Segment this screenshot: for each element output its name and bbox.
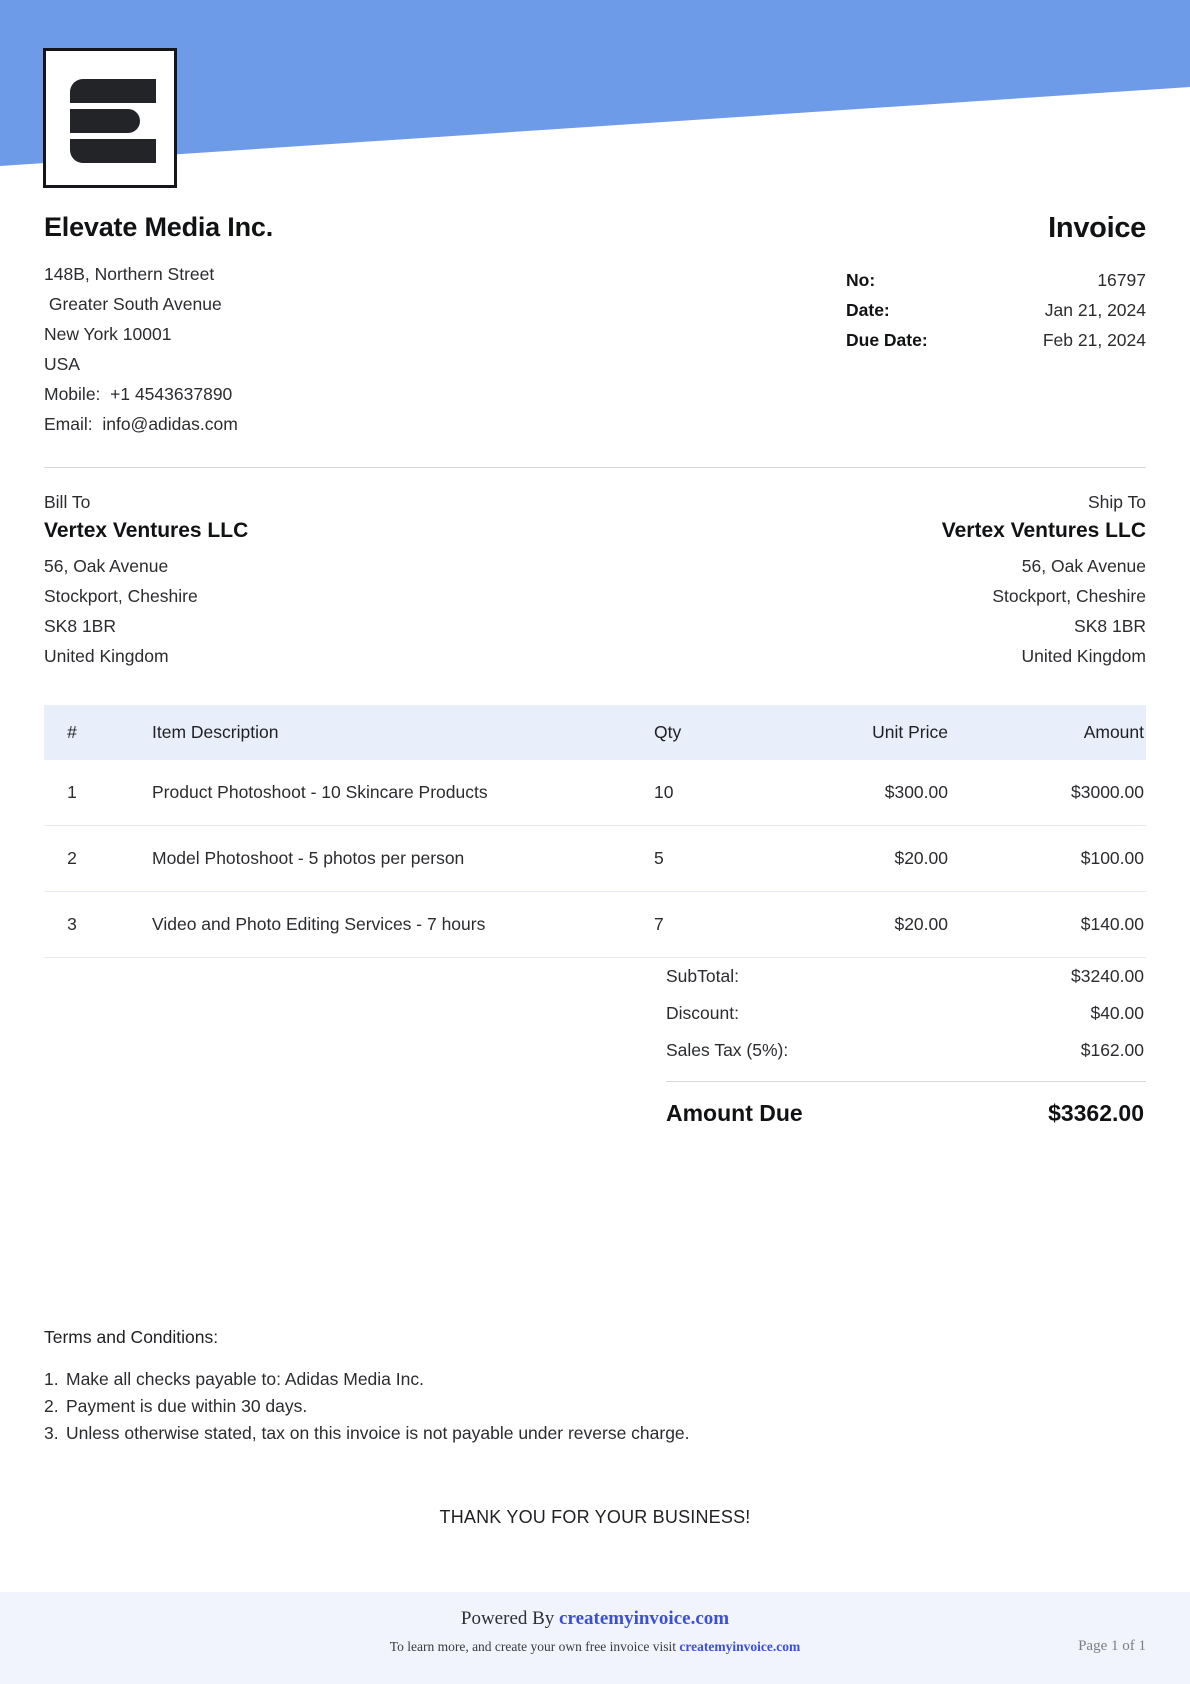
bill-to-block (44, 492, 248, 671)
ship-to-line: United Kingdom (1021, 646, 1146, 666)
invoice-due-date-value: Feb 21, 2024 (1042, 330, 1146, 350)
company-name: Elevate Media Inc. (44, 212, 273, 242)
table-row (44, 892, 1146, 958)
bill-to-line: Stockport, Cheshire (44, 586, 198, 606)
learn-more-line (0, 1639, 1190, 1655)
company-address-line: Greater South Avenue (44, 294, 222, 314)
row-description: Video and Photo Editing Services - 7 hours (100, 892, 646, 958)
row-number: 1 (44, 760, 100, 826)
terms-title: Terms and Conditions: (44, 1327, 219, 1347)
row-unit-price: $20.00 (796, 826, 966, 892)
ship-to-line: 56, Oak Avenue (1021, 556, 1146, 576)
column-header-qty: Qty (646, 705, 796, 760)
invoice-date-row (846, 295, 1146, 325)
ship-to-line: SK8 1BR (1074, 616, 1146, 636)
subtotal-row (666, 958, 1146, 995)
row-qty: 5 (646, 826, 796, 892)
powered-by-line (0, 1608, 1190, 1630)
invoice-due-date-label: Due Date: (846, 330, 928, 350)
terms-item (44, 1393, 1146, 1420)
page-footer (0, 1592, 1190, 1684)
amount-due-row (666, 1082, 1146, 1127)
row-number: 3 (44, 892, 100, 958)
ship-to-line: Stockport, Cheshire (992, 586, 1146, 606)
row-description: Product Photoshoot - 10 Skincare Products (100, 760, 646, 826)
amount-due-label: Amount Due (666, 1100, 803, 1126)
row-amount: $3000.00 (966, 760, 1146, 826)
powered-by-prefix: Powered By (460, 1608, 560, 1629)
invoice-meta-block (846, 212, 1146, 355)
bill-to-name: Vertex Ventures LLC (44, 519, 249, 542)
table-row (44, 826, 1146, 892)
invoice-number-label: No: (846, 270, 876, 290)
invoice-date-label: Date: (846, 300, 890, 320)
column-header-description: Item Description (100, 705, 646, 760)
line-items-table (44, 705, 1146, 958)
terms-item-text: Payment is due within 30 days. (66, 1396, 308, 1416)
company-mobile: Mobile: +1 4543637890 (44, 384, 233, 404)
terms-item-text: Make all checks payable to: Adidas Media Inc. (66, 1369, 424, 1389)
sales-tax-label: Sales Tax (5%): (666, 1040, 789, 1060)
thank-you-message: THANK YOU FOR YOUR BUSINESS! (439, 1507, 751, 1527)
subtotal-label: SubTotal: (666, 966, 739, 986)
terms-item (44, 1420, 1146, 1447)
table-row (44, 760, 1146, 826)
discount-label: Discount: (666, 1003, 739, 1023)
terms-item (44, 1366, 1146, 1393)
sales-tax-value: $162.00 (1080, 1040, 1144, 1060)
row-amount: $140.00 (966, 892, 1146, 958)
learn-more-prefix: To learn more, and create your own free invoice visit (389, 1639, 680, 1654)
bill-to-caption: Bill To (44, 492, 91, 512)
terms-section (44, 1127, 1146, 1447)
row-unit-price: $300.00 (796, 760, 966, 826)
invoice-title: Invoice (1048, 212, 1146, 244)
company-block (44, 212, 273, 439)
column-header-number: # (44, 705, 100, 760)
terms-item-number: 3. (44, 1423, 59, 1443)
ship-to-caption: Ship To (1087, 492, 1146, 512)
row-amount: $100.00 (966, 826, 1146, 892)
row-qty: 10 (646, 760, 796, 826)
terms-item-number: 1. (44, 1369, 59, 1389)
row-number: 2 (44, 826, 100, 892)
discount-row (666, 995, 1146, 1032)
company-email: Email: info@adidas.com (44, 414, 238, 434)
parties-section (44, 468, 1146, 671)
ship-to-name: Vertex Ventures LLC (941, 519, 1146, 542)
elevate-e-logo-icon (70, 79, 156, 163)
subtotal-value: $3240.00 (1071, 966, 1144, 986)
row-unit-price: $20.00 (796, 892, 966, 958)
company-address-line: 148B, Northern Street (44, 264, 215, 284)
terms-item-text: Unless otherwise stated, tax on this invoice is not payable under reverse charge. (66, 1423, 690, 1443)
row-description: Model Photoshoot - 5 photos per person (100, 826, 646, 892)
terms-list (44, 1366, 1146, 1447)
page-number: Page 1 of 1 (1078, 1638, 1146, 1654)
row-qty: 7 (646, 892, 796, 958)
totals-section (44, 958, 1146, 1127)
bill-to-line: SK8 1BR (44, 616, 116, 636)
invoice-date-value: Jan 21, 2024 (1044, 300, 1146, 320)
company-address-line: USA (44, 354, 80, 374)
bill-to-line: United Kingdom (44, 646, 169, 666)
invoice-due-date-row (846, 325, 1146, 355)
invoice-number-value: 16797 (1097, 270, 1146, 290)
invoice-header (44, 0, 1146, 439)
createmyinvoice-link[interactable]: createmyinvoice.com (559, 1608, 730, 1629)
column-header-amount: Amount (966, 705, 1146, 760)
invoice-number-row (846, 265, 1146, 295)
company-address-line: New York 10001 (44, 324, 172, 344)
createmyinvoice-link-secondary[interactable]: createmyinvoice.com (679, 1639, 801, 1654)
discount-value: $40.00 (1090, 1003, 1144, 1023)
bill-to-line: 56, Oak Avenue (44, 556, 169, 576)
ship-to-block (942, 492, 1146, 671)
company-logo (43, 48, 177, 188)
column-header-unit-price: Unit Price (796, 705, 966, 760)
sales-tax-row (666, 1032, 1146, 1069)
terms-item-number: 2. (44, 1396, 59, 1416)
amount-due-value: $3362.00 (1048, 1100, 1144, 1126)
table-header-row (44, 705, 1146, 760)
